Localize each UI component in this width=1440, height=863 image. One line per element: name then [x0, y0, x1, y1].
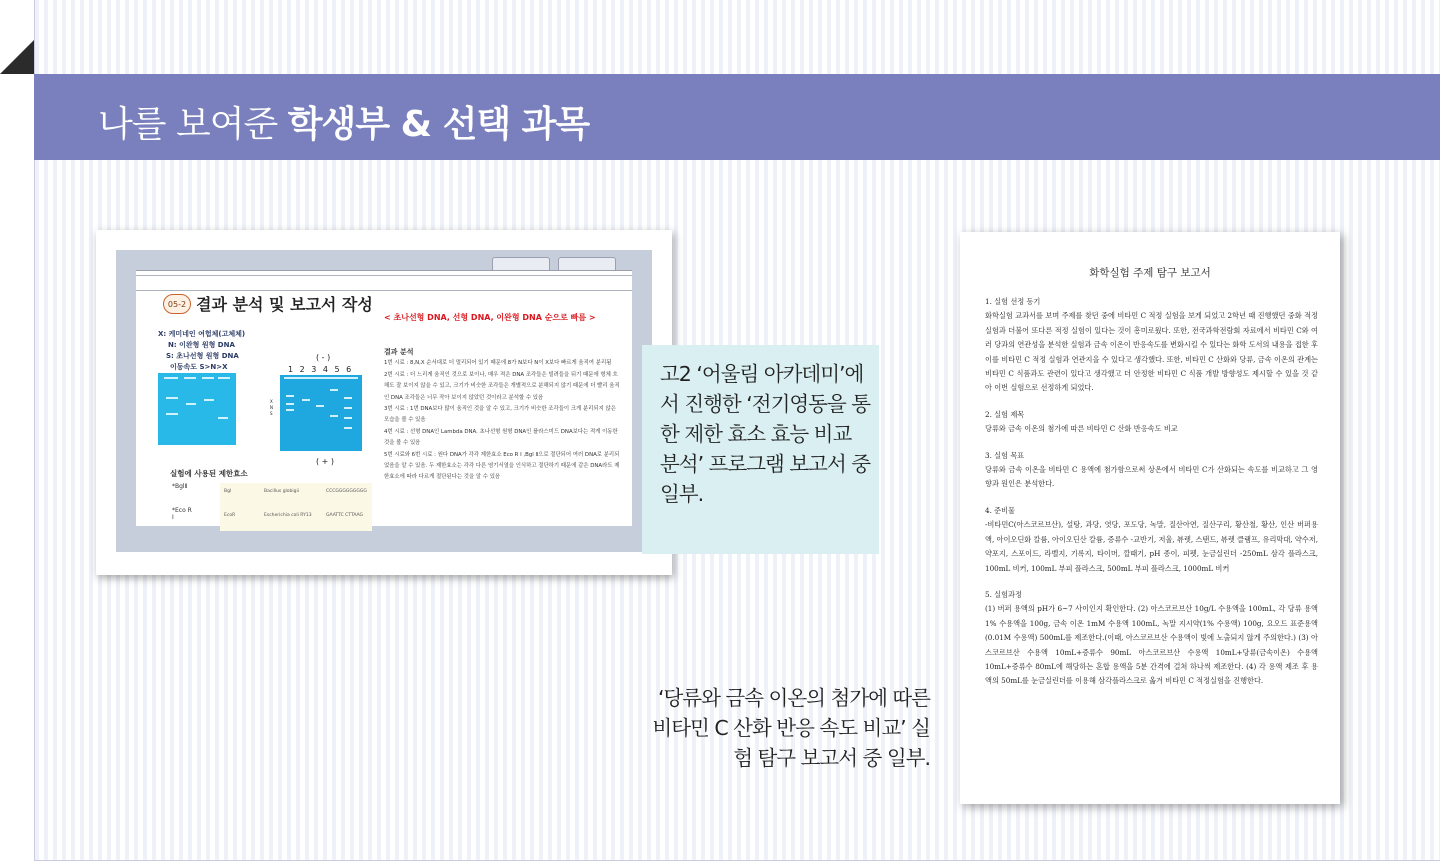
section-heading: 3. 실험 목표 — [985, 450, 1025, 460]
folder-tab — [492, 257, 550, 270]
enzyme-cell: Bacillus globigii — [264, 489, 300, 494]
gel-minus-label: ( - ) — [316, 353, 331, 362]
banner-title-light: 나를 보여준 — [98, 104, 288, 145]
legend-line: N: 이완형 원형 DNA — [168, 341, 235, 349]
gel-photo-1 — [158, 373, 236, 445]
caption-right: ‘당류와 금속 이온의 첨가에 따른 비타민 C 산화 반응 속도 비교’ 실험 탐구 보고서 중 일부. — [652, 686, 930, 770]
slide-page — [136, 270, 632, 526]
gel-plus-label: ( + ) — [316, 457, 335, 466]
report-page — [960, 232, 1340, 804]
enzyme-cell: EcoR — [224, 513, 236, 518]
section-body: 당류와 금속 이온의 첨가에 따른 비타민 C 산화 반응속도 비교 — [985, 424, 1178, 434]
enzyme-label: *BglⅡ — [172, 483, 188, 490]
section-body: (1) 버퍼 용액의 pH가 6~7 사이인지 확인한다. (2) 아스코르브산 10g/L 수용액을 100mL, 각 당류 용액 1% 수용액을 100g, 금속 이온 1mM 수용액 100mL, 녹말 지시약(1% 수용액) 100g, 요오드 표준용액(0.01M 수용액) 500mL를 제조한다.(이때, 아스코르브산 수용액이 빛에 노출되지 않게 주의한다.) (3) 아스코르브산 수용액 10mL+증류수 90mL 아스코르브산 수용액 10mL+당류(금속이온) 수용액 10mL+증류수 80mL에 해당하는 혼합 용액을 5분 간격에 걸쳐 하나씩 제조한다. (4) 각 용액 제조 후 용액의 50mL를 눈금실린더를 이용해 삼각플라스크로 옮겨 비타민 C 적정실험을 진행한다. — [985, 604, 1318, 686]
analysis-line: 3번 시료 : 1번 DNA보다 많이 움직인 것을 알 수 있고, 크기가 비슷한 조각들이 크게 분리되지 않은 모습을 볼 수 있음 — [384, 406, 616, 424]
enzyme-cell: CCCGGGGGGGGG — [326, 489, 367, 494]
banner-title-bold: 학생부 & 선택 과목 — [287, 104, 590, 145]
gel-legend — [158, 329, 245, 373]
gel-side-label: N — [270, 405, 273, 410]
red-heading: < 초나선형 DNA, 선형 DNA, 이완형 DNA 순으로 빠름 > — [384, 313, 596, 322]
enzyme-cell: GAATTC CTTAAG — [326, 513, 364, 518]
analysis-text — [384, 347, 622, 484]
enzyme-title: 실험에 사용된 제한효소 — [170, 469, 248, 478]
analysis-line: 2번 시료 : 더 느리게 움직인 것으로 보이나, 매우 적은 DNA 조각들은 빌려들을 뒤기 때문에 형체 흐해도 잘 보이지 않을 수 있고, 크기가 비슷한 조각들은 개별적으로 분해되지 않기 때문에 더 빨리 움직인 DNA 조각들은 너무 작아 보이지 않았던 것이라고 분석할 수 있음 — [384, 371, 620, 401]
section-heading: 1. 실험 선정 동기 — [985, 297, 1041, 306]
section-heading: 5. 실험과정 — [985, 589, 1022, 599]
section-badge: 05-2 — [163, 294, 191, 314]
gel-side-label: X — [270, 399, 273, 404]
analysis-line: 1번 시료 : 8,N,X 순서대로 더 멀리되어 있기 때문에 8가 N보다 N이 X보다 빠르게 움직여 분리됨 — [384, 360, 612, 367]
section-body: 화학실험 교과서를 보며 주제를 찾던 중에 비타민 C 적정 실험을 보게 되었고 2학년 때 진행했던 중화 적정 실험과 더불어 또다른 적정 실험이 있다는 것이 흥미로웠다. 또한, 전국과학전람회 자료에서 비타민 C와 여러 당과의 연관성을 분석한 실험과 금속 이온이 반응속도를 변화시킬 수 있다는 화학 도서의 내용을 접한 후 이를 비타민 C 적정 실험과 연관지을 수 있다고 생각했다. 또한, 비타민 C 산화와 당류, 금속 이온의 관계는 비타민 C 식품과도 관련이 있다고 생각했고 더 안정한 비타민 C 식품 개발 방향성도 제시할 수 있을 것 같아 이번 실험으로 선정하게 되었다. — [985, 311, 1318, 393]
report-body — [985, 295, 1318, 689]
gel-lane-numbers: 1 2 3 4 5 6 — [288, 365, 354, 374]
report-title: 화학실험 주제 탐구 보고서 — [1089, 267, 1211, 279]
slide-frame — [116, 250, 652, 552]
analysis-heading: 결과 분석 — [384, 348, 414, 356]
slide-card — [96, 230, 672, 575]
section-body: 당류와 금속 이온을 비타민 C 용액에 첨가함으로써 상온에서 비타민 C가 산화되는 속도를 비교하고 그 영향과 원인은 분석한다. — [985, 465, 1318, 489]
slide-title: 결과 분석 및 보고서 작성 — [196, 295, 373, 314]
analysis-line: 4번 시료 : 선형 DNA인 Lambda DNA. 초나선형 원형 DNA인 플라스미드 DNA보다는 적게 이동한 것을 볼 수 있음 — [384, 428, 618, 447]
enzyme-label: *Eco R I — [172, 507, 192, 521]
section-heading: 4. 준비물 — [985, 505, 1015, 515]
corner-triangle — [0, 40, 34, 74]
enzyme-cell: Bgl — [224, 489, 232, 494]
gel-photo-2 — [280, 375, 362, 451]
gel-side-label: S — [270, 411, 273, 416]
section-heading: 2. 실험 제목 — [985, 409, 1025, 419]
caption-box-left — [642, 345, 879, 554]
legend-line: S: 초나선형 원형 DNA — [166, 352, 239, 360]
folder-lines — [136, 275, 632, 291]
legend-line: 이동속도 S>N>X — [170, 363, 228, 371]
section-body: -비타민C(아스코르브산), 설탕, 과당, 엿당, 포도당, 녹말, 질산아연, 질산구리, 황산철, 황산, 인산 버퍼용액, 아이오딘화 칼륨, 아이오딘산 칼륨, 증류수 -교반기, 저울, 뷰렛, 스탠드, 뷰렛 클램프, 유리막대, 약수저, 약포지, 스포이드, 라벨지, 기록지, 타이머, 깔때기, pH 종이, 피펫, 눈금실린더 -250mL 삼각 플라스크, 100mL 비커, 100mL 부피 플라스크, 500mL 부피 플라스크, 1000mL 비커 — [985, 520, 1318, 573]
caption-left: 고2 ‘어울림 아카데미’에서 진행한 ‘전기영동을 통한 제한 효소 효능 비교 분석’ 프로그램 보고서 중 일부. — [660, 362, 871, 506]
banner-title — [98, 96, 589, 147]
enzyme-cell: Escherichia coli RY13 — [264, 513, 312, 518]
analysis-line: 5번 시료와 6번 시료 : 원다 DNA가 각각 제한효소 Eco R I ,Bgl Ⅱ으로 절단되어 여러 DNA로 분리되었음을 알 수 있음. 두 제한효소는 각각 다른 염기서열을 인식하고 절단하기 때문에 같은 DNA라도 제한효소에 따라 다르게 절단된다는 것을 알 수 있음 — [384, 451, 620, 481]
enzyme-table — [220, 483, 372, 531]
legend-line: X: 케미네인 여험체(고체체) — [158, 330, 246, 338]
folder-tab — [558, 257, 616, 270]
header-banner — [34, 74, 1440, 160]
